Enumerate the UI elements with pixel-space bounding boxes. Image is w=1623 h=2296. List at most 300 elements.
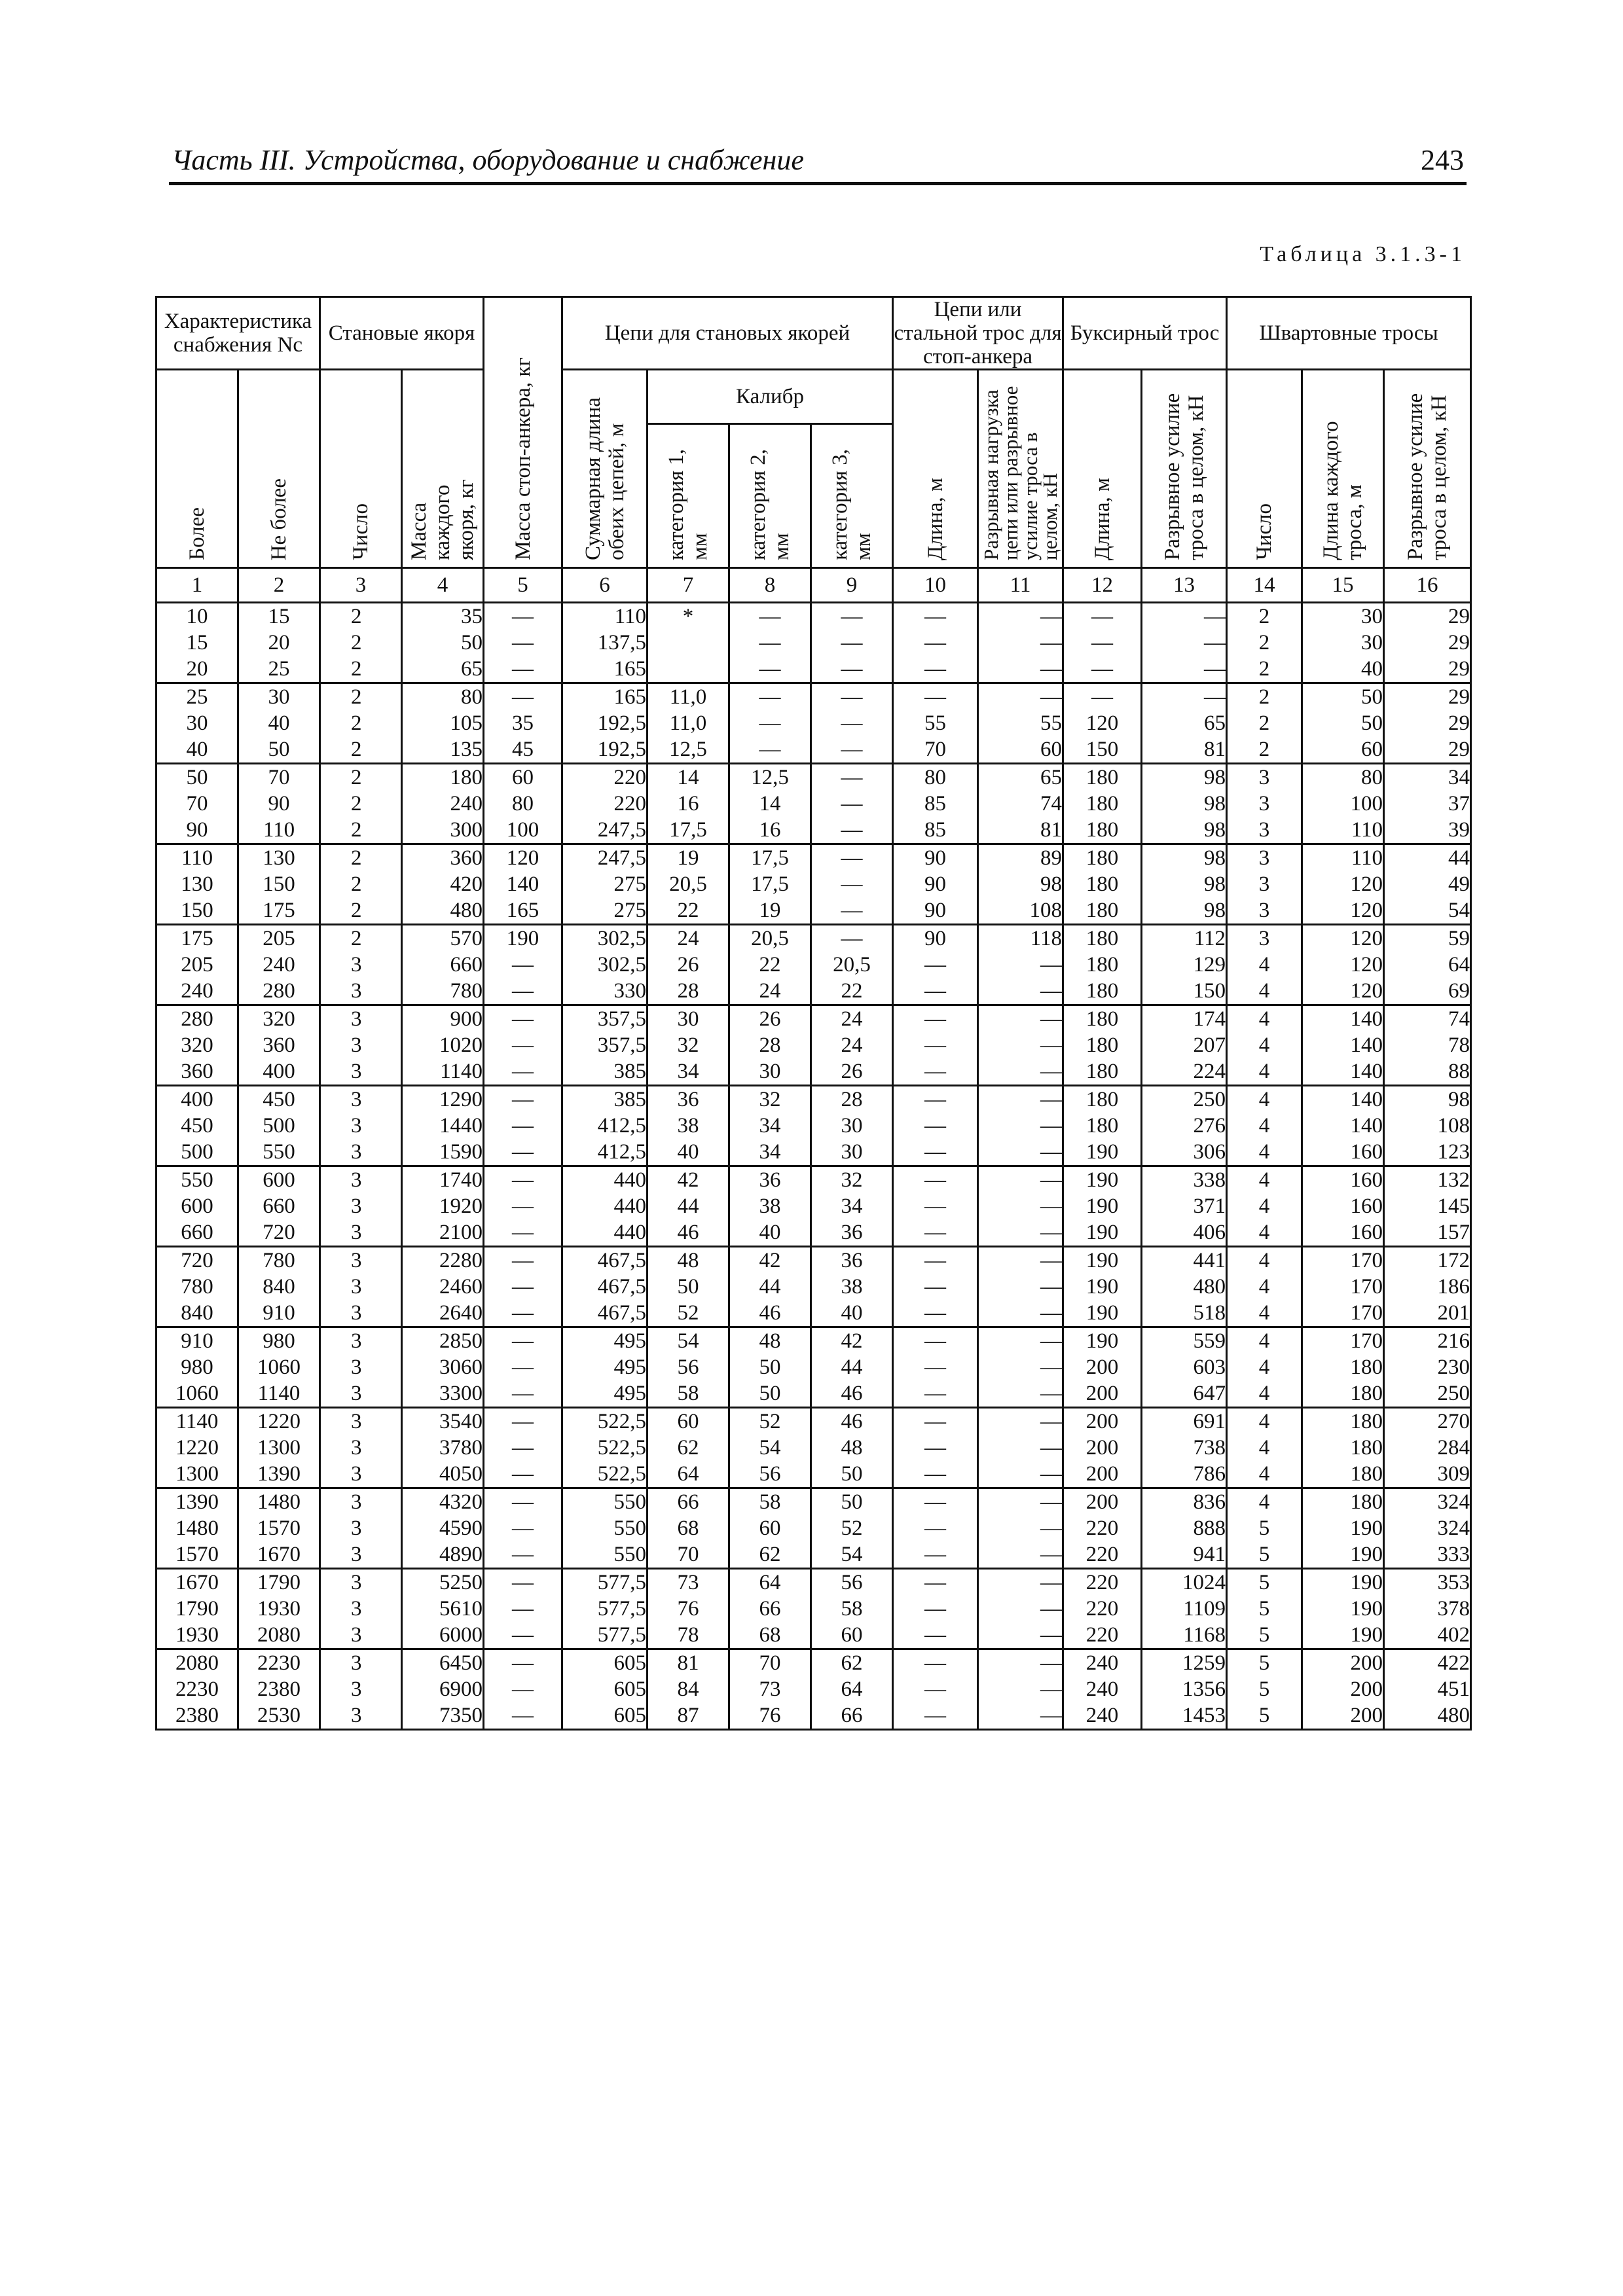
cell-value: 220 bbox=[1085, 1543, 1119, 1566]
cell-value: 1930 bbox=[257, 1597, 301, 1621]
cell-value: 385 bbox=[613, 1088, 647, 1111]
column-number: 16 bbox=[1384, 568, 1471, 603]
cell-value: 3 bbox=[1258, 846, 1270, 870]
cell-value: 4 bbox=[1258, 1033, 1270, 1057]
cell-value: — bbox=[1091, 605, 1114, 628]
cell-value: 50 bbox=[841, 1462, 863, 1486]
table-cell bbox=[1384, 1247, 1471, 1327]
cell-value: 3 bbox=[351, 1301, 362, 1325]
cell-value: 570 bbox=[450, 927, 483, 950]
cell-value: 4 bbox=[1258, 1329, 1270, 1353]
cell-value: 3540 bbox=[439, 1410, 483, 1433]
table-cell bbox=[156, 1649, 238, 1730]
cell-value: 3 bbox=[1258, 872, 1270, 896]
cell-value: — bbox=[924, 1462, 947, 1486]
cell-value: 910 bbox=[181, 1329, 213, 1353]
column-number: 12 bbox=[1063, 568, 1142, 603]
cell-value: — bbox=[924, 1516, 947, 1540]
cell-value: 2080 bbox=[175, 1651, 219, 1675]
cell-value: 58 bbox=[677, 1382, 699, 1405]
cell-value: — bbox=[841, 631, 863, 655]
cell-value: — bbox=[924, 1060, 947, 1083]
cell-value: 220 bbox=[1085, 1516, 1119, 1540]
cell-value: 720 bbox=[181, 1249, 213, 1272]
table-cell bbox=[1063, 1086, 1142, 1166]
table-cell bbox=[238, 1005, 320, 1086]
table-cell bbox=[1142, 1005, 1227, 1086]
table-cell bbox=[238, 1166, 320, 1247]
cell-value: 180 bbox=[1350, 1462, 1383, 1486]
cell-value: 201 bbox=[1437, 1301, 1470, 1325]
table-cell bbox=[1063, 1247, 1142, 1327]
cell-value: 3 bbox=[351, 1007, 362, 1031]
cell-value: — bbox=[924, 1704, 947, 1727]
cell-value: 1109 bbox=[1183, 1597, 1226, 1621]
cell-value: 500 bbox=[181, 1140, 213, 1164]
column-number: 5 bbox=[484, 568, 562, 603]
cell-value: 165 bbox=[613, 657, 647, 681]
table-cell bbox=[156, 844, 238, 925]
cell-value: 60 bbox=[1040, 738, 1063, 761]
cell-value: 110 bbox=[263, 818, 295, 842]
cell-value: 30 bbox=[677, 1007, 699, 1031]
cell-value: 2 bbox=[351, 631, 362, 655]
cell-value: 38 bbox=[677, 1114, 699, 1138]
cell-value: 180 bbox=[1085, 1088, 1119, 1111]
table-cell bbox=[238, 1408, 320, 1488]
cell-value: 205 bbox=[181, 953, 213, 977]
column-number-row bbox=[156, 568, 1471, 603]
table-cell bbox=[1142, 1488, 1227, 1569]
cell-value: 2 bbox=[1258, 657, 1270, 681]
cell-value: 4320 bbox=[439, 1490, 483, 1514]
cell-value: 2100 bbox=[439, 1221, 483, 1244]
table-cell bbox=[978, 1166, 1063, 1247]
cell-value: 3 bbox=[351, 1088, 362, 1111]
cell-value: 98 bbox=[1040, 872, 1063, 896]
cell-value: 577,5 bbox=[597, 1623, 647, 1647]
cell-value bbox=[648, 630, 728, 656]
table-cell bbox=[1227, 1569, 1302, 1649]
table-cell bbox=[562, 603, 647, 683]
cell-value: 34 bbox=[677, 1060, 699, 1083]
cell-value: — bbox=[1040, 1060, 1063, 1083]
cell-value: 52 bbox=[759, 1410, 781, 1433]
cell-value: — bbox=[841, 685, 863, 709]
cell-value: 2 bbox=[351, 818, 362, 842]
cell-value: 74 bbox=[1448, 1007, 1470, 1031]
table-cell bbox=[1142, 1166, 1227, 1247]
table-cell bbox=[893, 1408, 978, 1488]
cell-value: 2 bbox=[1258, 738, 1270, 761]
cell-value: — bbox=[1040, 1275, 1063, 1299]
table-cell bbox=[562, 844, 647, 925]
cell-value: — bbox=[1040, 685, 1063, 709]
cell-value: 30 bbox=[759, 1060, 781, 1083]
cell-value: 371 bbox=[1193, 1194, 1226, 1218]
cell-value: 137,5 bbox=[597, 631, 647, 655]
cell-value: 4590 bbox=[439, 1516, 483, 1540]
cell-value: 324 bbox=[1437, 1490, 1470, 1514]
cell-value: — bbox=[512, 605, 534, 628]
cell-value: — bbox=[512, 1168, 534, 1192]
cell-value: — bbox=[924, 1221, 947, 1244]
cell-value: — bbox=[924, 1168, 947, 1192]
table-cell bbox=[893, 925, 978, 1005]
cell-value: 180 bbox=[1085, 766, 1119, 789]
table-cell bbox=[647, 1327, 729, 1408]
table-row-block bbox=[156, 1649, 1471, 1730]
cell-value: 90 bbox=[186, 818, 208, 842]
cell-value: 200 bbox=[1085, 1410, 1119, 1433]
cell-value: — bbox=[1040, 1410, 1063, 1433]
table-cell bbox=[811, 925, 893, 1005]
cell-value: — bbox=[1040, 1436, 1063, 1460]
cell-value: — bbox=[924, 979, 947, 1003]
table-cell bbox=[1384, 1166, 1471, 1247]
cell-value: 467,5 bbox=[597, 1301, 647, 1325]
cell-value: 480 bbox=[1437, 1704, 1470, 1727]
cell-value: 980 bbox=[263, 1329, 295, 1353]
cell-value: 1060 bbox=[257, 1355, 301, 1379]
table-cell bbox=[893, 1327, 978, 1408]
head-moor-count: Число bbox=[1227, 370, 1302, 568]
cell-value: 130 bbox=[263, 846, 295, 870]
cell-value: 65 bbox=[461, 657, 483, 681]
cell-value: 4 bbox=[1258, 1088, 1270, 1111]
cell-value: 135 bbox=[450, 738, 483, 761]
cell-value: 50 bbox=[186, 766, 208, 789]
cell-value: 20,5 bbox=[751, 927, 789, 950]
cell-value: 10 bbox=[186, 605, 208, 628]
cell-value: 100 bbox=[506, 818, 539, 842]
cell-value: 406 bbox=[1193, 1221, 1226, 1244]
table-cell bbox=[562, 1488, 647, 1569]
cell-value: 230 bbox=[1437, 1355, 1470, 1379]
cell-value: 2640 bbox=[439, 1301, 483, 1325]
cell-value: 522,5 bbox=[597, 1462, 647, 1486]
cell-value: 90 bbox=[268, 792, 290, 816]
cell-value: 190 bbox=[1085, 1194, 1119, 1218]
cell-value: — bbox=[924, 631, 947, 655]
cell-value: 110 bbox=[1351, 846, 1383, 870]
cell-value: 180 bbox=[1085, 979, 1119, 1003]
cell-value: 3 bbox=[1258, 899, 1270, 922]
cell-value: 2 bbox=[351, 927, 362, 950]
cell-value: 140 bbox=[1350, 1088, 1383, 1111]
cell-value: 90 bbox=[924, 846, 947, 870]
cell-value: 40 bbox=[677, 1140, 699, 1164]
table-cell bbox=[1227, 1166, 1302, 1247]
cell-value: — bbox=[1040, 1516, 1063, 1540]
cell-value: 276 bbox=[1193, 1114, 1226, 1138]
table-cell bbox=[562, 925, 647, 1005]
table-cell bbox=[238, 603, 320, 683]
cell-value: 26 bbox=[759, 1007, 781, 1031]
cell-value: 180 bbox=[1085, 846, 1119, 870]
cell-value: 50 bbox=[1361, 685, 1383, 709]
cell-value: 275 bbox=[613, 872, 647, 896]
cell-value: 46 bbox=[677, 1221, 699, 1244]
cell-value: 190 bbox=[1350, 1597, 1383, 1621]
cell-value: 76 bbox=[677, 1597, 699, 1621]
column-number: 14 bbox=[1227, 568, 1302, 603]
table-row-block bbox=[156, 1005, 1471, 1086]
cell-value: — bbox=[512, 1088, 534, 1111]
cell-value: 1259 bbox=[1182, 1651, 1226, 1675]
cell-value: — bbox=[1040, 1597, 1063, 1621]
cell-value: 3 bbox=[351, 1249, 362, 1272]
cell-value: 4 bbox=[1258, 1490, 1270, 1514]
cell-value: 34 bbox=[759, 1114, 781, 1138]
cell-value: 205 bbox=[263, 927, 295, 950]
cell-value: 42 bbox=[841, 1329, 863, 1353]
cell-value: 76 bbox=[759, 1704, 781, 1727]
cell-value: — bbox=[512, 1194, 534, 1218]
cell-value: 49 bbox=[1448, 872, 1470, 896]
cell-value: 80 bbox=[1361, 766, 1383, 789]
table-cell bbox=[1227, 1488, 1302, 1569]
table-cell bbox=[320, 683, 402, 764]
cell-value: 605 bbox=[613, 1677, 647, 1701]
table-cell bbox=[1063, 1569, 1142, 1649]
cell-value: 220 bbox=[1085, 1571, 1119, 1594]
cell-value: 1790 bbox=[175, 1597, 219, 1621]
running-title: Часть III. Устройства, оборудование и снабжение bbox=[172, 144, 804, 176]
cell-value: 160 bbox=[1350, 1168, 1383, 1192]
table-cell bbox=[402, 1408, 484, 1488]
table-cell bbox=[1063, 603, 1142, 683]
cell-value: — bbox=[1040, 1007, 1063, 1031]
column-number: 10 bbox=[893, 568, 978, 603]
cell-value: 160 bbox=[1350, 1194, 1383, 1218]
table-cell bbox=[320, 1166, 402, 1247]
cell-value: — bbox=[512, 1571, 534, 1594]
table-cell bbox=[484, 925, 562, 1005]
cell-value: — bbox=[759, 738, 781, 761]
table-cell bbox=[156, 1166, 238, 1247]
cell-value: 174 bbox=[1193, 1007, 1226, 1031]
cell-value: 40 bbox=[759, 1221, 781, 1244]
cell-value: 15 bbox=[186, 631, 208, 655]
cell-value: 3300 bbox=[439, 1382, 483, 1405]
table-cell bbox=[320, 1086, 402, 1166]
cell-value: 247,5 bbox=[597, 846, 647, 870]
table-cell bbox=[484, 764, 562, 844]
cell-value: 120 bbox=[1085, 711, 1119, 735]
cell-value: 240 bbox=[263, 953, 295, 977]
cell-value: 150 bbox=[263, 872, 295, 896]
cell-value: 22 bbox=[759, 953, 781, 977]
table-row-block bbox=[156, 764, 1471, 844]
cell-value: 44 bbox=[1448, 846, 1470, 870]
cell-value: — bbox=[1040, 953, 1063, 977]
cell-value: 422 bbox=[1437, 1651, 1470, 1675]
cell-value: 7350 bbox=[439, 1704, 483, 1727]
cell-value: 40 bbox=[268, 711, 290, 735]
cell-value: 25 bbox=[186, 685, 208, 709]
cell-value: — bbox=[1040, 1571, 1063, 1594]
table-cell bbox=[402, 1247, 484, 1327]
cell-value: 60 bbox=[1361, 738, 1383, 761]
cell-value: 170 bbox=[1350, 1275, 1383, 1299]
head-anchor-count: Число bbox=[320, 370, 402, 568]
table-cell bbox=[729, 1247, 811, 1327]
cell-value: 420 bbox=[450, 872, 483, 896]
table-cell bbox=[1063, 683, 1142, 764]
cell-value: 4 bbox=[1258, 953, 1270, 977]
cell-value: 3060 bbox=[439, 1355, 483, 1379]
cell-value: — bbox=[1040, 1249, 1063, 1272]
cell-value: 309 bbox=[1437, 1462, 1470, 1486]
cell-value: 559 bbox=[1193, 1329, 1226, 1353]
cell-value: 12,5 bbox=[669, 738, 707, 761]
column-number: 7 bbox=[647, 568, 729, 603]
cell-value: 28 bbox=[677, 979, 699, 1003]
cell-value: 780 bbox=[263, 1249, 295, 1272]
table-cell bbox=[156, 603, 238, 683]
cell-value: 1140 bbox=[257, 1382, 301, 1405]
cell-value: 1220 bbox=[175, 1436, 219, 1460]
cell-value: 6900 bbox=[439, 1677, 483, 1701]
group-bower-anchors: Становые якоря bbox=[320, 297, 484, 370]
cell-value: 2 bbox=[1258, 605, 1270, 628]
cell-value: 1480 bbox=[175, 1516, 219, 1540]
cell-value: 207 bbox=[1193, 1033, 1226, 1057]
cell-value: 37 bbox=[1448, 792, 1470, 816]
cell-value: — bbox=[759, 631, 781, 655]
cell-value: 66 bbox=[677, 1490, 699, 1514]
cell-value: 32 bbox=[759, 1088, 781, 1111]
table-cell bbox=[811, 1569, 893, 1649]
cell-value: — bbox=[841, 657, 863, 681]
table-cell bbox=[238, 1569, 320, 1649]
cell-value: 140 bbox=[1350, 1033, 1383, 1057]
table-cell bbox=[238, 1649, 320, 1730]
cell-value: 577,5 bbox=[597, 1597, 647, 1621]
cell-value: 2 bbox=[1258, 685, 1270, 709]
cell-value: 216 bbox=[1437, 1329, 1470, 1353]
cell-value: 2 bbox=[351, 899, 362, 922]
cell-value: 1300 bbox=[175, 1462, 219, 1486]
table-cell bbox=[729, 764, 811, 844]
table-cell bbox=[729, 1488, 811, 1569]
cell-value: 660 bbox=[181, 1221, 213, 1244]
table-cell bbox=[647, 1086, 729, 1166]
table-cell bbox=[1384, 925, 1471, 1005]
cell-value: 35 bbox=[461, 605, 483, 628]
cell-value: 170 bbox=[1350, 1301, 1383, 1325]
cell-value: 64 bbox=[841, 1677, 863, 1701]
cell-value: 441 bbox=[1193, 1249, 1226, 1272]
cell-value: — bbox=[1040, 1677, 1063, 1701]
table-cell bbox=[978, 925, 1063, 1005]
cell-value: 333 bbox=[1437, 1543, 1470, 1566]
table-cell bbox=[978, 1247, 1063, 1327]
cell-value: — bbox=[512, 1651, 534, 1675]
table-cell bbox=[562, 1327, 647, 1408]
cell-value: 123 bbox=[1437, 1140, 1470, 1164]
cell-value: — bbox=[1040, 1033, 1063, 1057]
cell-value: 4 bbox=[1258, 979, 1270, 1003]
table-cell bbox=[402, 1649, 484, 1730]
cell-value: 180 bbox=[1350, 1436, 1383, 1460]
table-cell bbox=[1227, 1086, 1302, 1166]
cell-value: 34 bbox=[1448, 766, 1470, 789]
cell-value: 55 bbox=[1040, 711, 1063, 735]
cell-value: 3 bbox=[351, 1355, 362, 1379]
table-cell bbox=[893, 1247, 978, 1327]
cell-value: 284 bbox=[1437, 1436, 1470, 1460]
cell-value: 100 bbox=[1350, 792, 1383, 816]
cell-value: — bbox=[1040, 1221, 1063, 1244]
table-cell bbox=[484, 844, 562, 925]
cell-value: — bbox=[924, 1355, 947, 1379]
table-cell bbox=[978, 764, 1063, 844]
cell-value: — bbox=[924, 1436, 947, 1460]
cell-value: 29 bbox=[1448, 631, 1470, 655]
cell-value: 56 bbox=[759, 1462, 781, 1486]
cell-value: 320 bbox=[263, 1007, 295, 1031]
table-cell bbox=[811, 1488, 893, 1569]
cell-value: 190 bbox=[1085, 1275, 1119, 1299]
cell-value: — bbox=[841, 605, 863, 628]
cell-value: 32 bbox=[677, 1033, 699, 1057]
cell-value: 440 bbox=[613, 1221, 647, 1244]
cell-value: 440 bbox=[613, 1194, 647, 1218]
table-cell bbox=[893, 1569, 978, 1649]
cell-value: 605 bbox=[613, 1651, 647, 1675]
cell-value: 522,5 bbox=[597, 1436, 647, 1460]
cell-value: 108 bbox=[1437, 1114, 1470, 1138]
cell-value: 200 bbox=[1350, 1704, 1383, 1727]
table-cell bbox=[320, 764, 402, 844]
cell-value: 495 bbox=[613, 1329, 647, 1353]
cell-value: — bbox=[1091, 685, 1114, 709]
column-number: 15 bbox=[1302, 568, 1384, 603]
head-more: Более bbox=[156, 370, 238, 568]
cell-value: 2 bbox=[351, 711, 362, 735]
cell-value: 120 bbox=[1350, 927, 1383, 950]
cell-value: — bbox=[1204, 685, 1226, 709]
cell-value: 2 bbox=[351, 792, 362, 816]
table-cell bbox=[978, 1327, 1063, 1408]
cell-value: 1024 bbox=[1182, 1571, 1226, 1594]
table-cell bbox=[1302, 925, 1384, 1005]
table-cell bbox=[647, 1408, 729, 1488]
cell-value: 180 bbox=[1085, 953, 1119, 977]
cell-value: 28 bbox=[759, 1033, 781, 1057]
cell-value: 36 bbox=[677, 1088, 699, 1111]
table-cell bbox=[647, 1005, 729, 1086]
cell-value: — bbox=[1040, 605, 1063, 628]
cell-value: 45 bbox=[512, 738, 534, 761]
cell-value: 4 bbox=[1258, 1194, 1270, 1218]
table-cell bbox=[1142, 683, 1227, 764]
cell-value: 3 bbox=[351, 1140, 362, 1164]
table-cell bbox=[1063, 1408, 1142, 1488]
cell-value: 98 bbox=[1204, 846, 1226, 870]
cell-value: 120 bbox=[1350, 872, 1383, 896]
table-cell bbox=[1227, 683, 1302, 764]
cell-value: 20 bbox=[268, 631, 290, 655]
table-cell bbox=[320, 1327, 402, 1408]
cell-value: 26 bbox=[841, 1060, 863, 1083]
cell-value: 224 bbox=[1193, 1060, 1226, 1083]
cell-value: 55 bbox=[924, 711, 947, 735]
table-cell bbox=[1142, 764, 1227, 844]
table-cell bbox=[1302, 603, 1384, 683]
